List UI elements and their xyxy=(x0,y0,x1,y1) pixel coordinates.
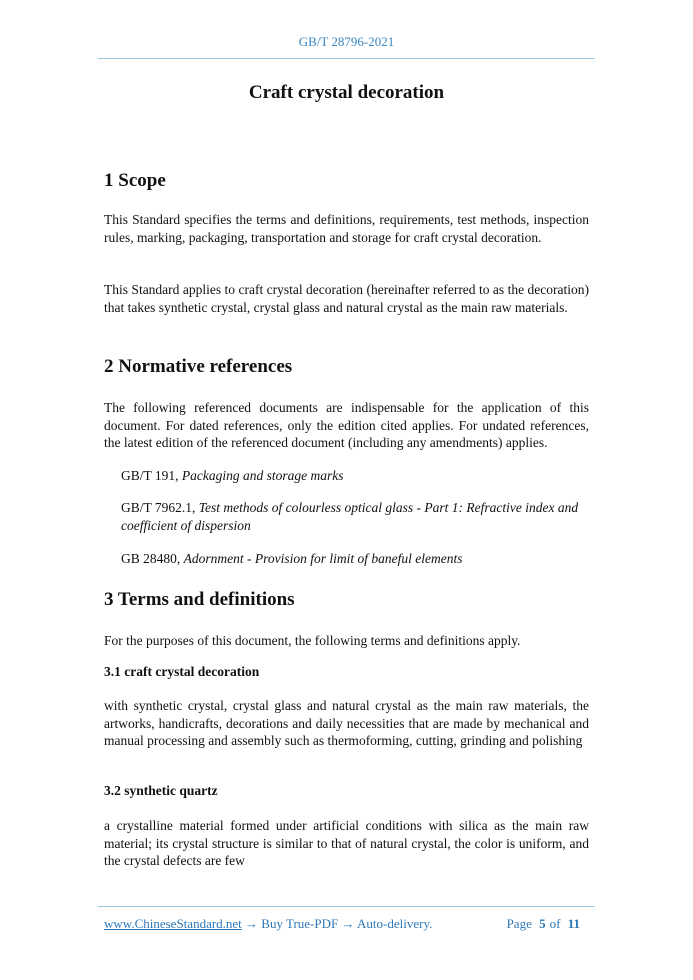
page-number xyxy=(507,916,584,932)
footer xyxy=(104,916,584,932)
current-page: 5 xyxy=(539,916,546,931)
footer-divider xyxy=(98,906,595,907)
footer-link[interactable]: www.ChineseStandard.net xyxy=(104,916,242,931)
ref-title: Adornment - Provision for limit of baneful elements xyxy=(183,551,463,566)
header-doc-id: GB/T 28796-2021 xyxy=(298,34,395,49)
footer-text: → Buy True-PDF → Auto-delivery. xyxy=(241,916,433,931)
term-heading: 3.1 craft crystal decoration xyxy=(104,664,260,679)
page-label: Page xyxy=(506,916,532,931)
ref-title: Packaging and storage marks xyxy=(181,468,344,483)
ref-code: GB/T 191, xyxy=(121,468,182,483)
term-definition: with synthetic crystal, crystal glass and natural crystal as the main raw materials, the artworks, handicrafts, decorations and daily necessities that are made by mechanical and manual processing and assembly such as thermoforming, cutting, grinding and polishing xyxy=(104,698,589,748)
reference-item xyxy=(121,550,591,568)
header-divider xyxy=(98,58,595,59)
total-pages: 11 xyxy=(567,916,580,931)
ref-title: Test methods of colourless optical glass - Part 1: Refractive index and coefficient of dispersion xyxy=(121,500,579,533)
reference-item xyxy=(121,467,591,485)
section-heading-terms: 3 Terms and definitions xyxy=(104,589,295,610)
page-title: Craft crystal decoration xyxy=(248,82,445,103)
paragraph: This Standard applies to craft crystal decoration (hereinafter referred to as the decoration) that takes synthetic crystal, crystal glass and natural crystal as the main raw materials. xyxy=(104,282,589,315)
term-heading: 3.2 synthetic quartz xyxy=(104,783,218,798)
paragraph: The following referenced documents are indispensable for the application of this document. For dated references, only the edition cited applies. For undated references, the latest edition of the referenced document (including any amendments) applies. xyxy=(104,400,589,450)
paragraph: This Standard specifies the terms and definitions, requirements, test methods, inspection rules, marking, packaging, transportation and storage for craft crystal decoration. xyxy=(104,212,589,245)
ref-code: GB 28480, xyxy=(121,551,184,566)
term-definition: a crystalline material formed under artificial conditions with silica as the main raw material; its crystal structure is similar to that of natural crystal, the color is uniform, and the crystal defects are few xyxy=(104,818,589,868)
section-heading-scope: 1 Scope xyxy=(104,170,166,191)
paragraph: For the purposes of this document, the following terms and definitions apply. xyxy=(104,633,521,648)
section-heading-normative: 2 Normative references xyxy=(104,356,293,377)
of-label: of xyxy=(549,916,561,931)
ref-code: GB/T 7962.1, xyxy=(121,500,199,515)
reference-item xyxy=(121,499,591,534)
